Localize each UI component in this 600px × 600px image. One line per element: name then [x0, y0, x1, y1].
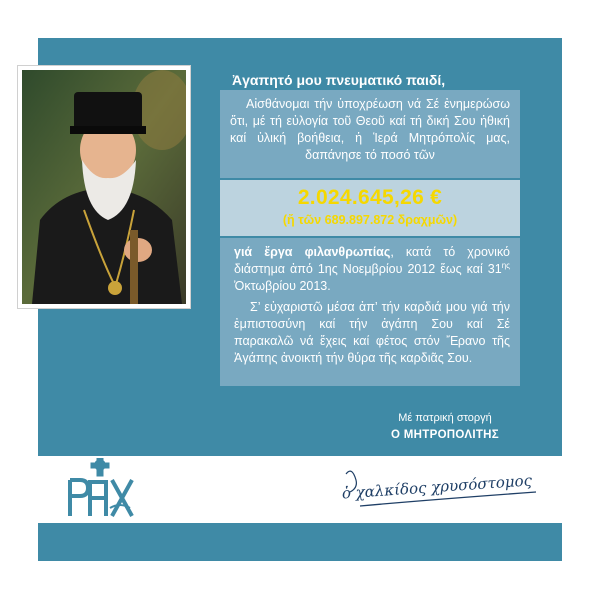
- details-box: [220, 238, 520, 386]
- purpose-superscript: ης: [501, 260, 510, 270]
- purpose-bold: γιά ἔργα φιλανθρωπίας: [234, 245, 391, 259]
- intro-box: [220, 90, 520, 178]
- intro-paragraph: Αἰσθάνομαι τήν ὑποχρέωση νά Σέ ἐνημερώσω ὅτι, μέ τή εὐλογία τοῦ Θεοῦ καί τή δική Σου ἠθική καί ὑλική βοήθεια, ἡ Ἱερά Μητρόπολίς μας, δαπάνησε τό ποσό τῶν: [230, 97, 510, 162]
- amount-drachmas: (ἤ τῶν 689.897.872 δραχμῶν): [282, 213, 458, 227]
- closing-block: [360, 410, 530, 444]
- portrait-photo: [22, 70, 186, 304]
- purpose-text-b: Ὀκτωβρίου 2013.: [234, 279, 331, 293]
- thanks-paragraph: Σ’ εὐχαριστῶ μέσα ἀπ’ τήν καρδιά μου γιά τήν ἐμπιστοσύνη καί τήν ἀγάπη Σου καί Σέ παρακαλῶ νά ἔχεις καί φέτος στόν Ἔρανο τῆς Ἀγάπης ἀνοικτή τήν θύρα τῆς καρδιᾶς Σου.: [234, 300, 510, 365]
- closing-title: Ο ΜΗΤΡΟΠΟΛΙΤΗΣ: [391, 429, 499, 441]
- footer-bar: [38, 523, 562, 561]
- metropolis-monogram-logo: [66, 458, 136, 520]
- portrait-frame: [18, 66, 190, 308]
- closing-line: Μέ πατρική στοργή: [398, 412, 492, 424]
- purpose-paragraph: [234, 244, 510, 295]
- amount-euro: 2.024.645,26 €: [297, 186, 443, 209]
- amount-box: [220, 180, 520, 236]
- purpose-text-a: , κατά τό χρονικό διάστημα ἀπό 1ης Νοεμβρίου 2012 ἕως καί 31: [234, 245, 511, 276]
- svg-text:ὁ χαλκίδος χρυσόστομος: ὁ χαλκίδος χρυσόστομος: [341, 471, 533, 503]
- letter-greeting: Ἀγαπητό μου πνευματικό παιδί,: [232, 72, 446, 88]
- handwritten-signature: [336, 462, 546, 522]
